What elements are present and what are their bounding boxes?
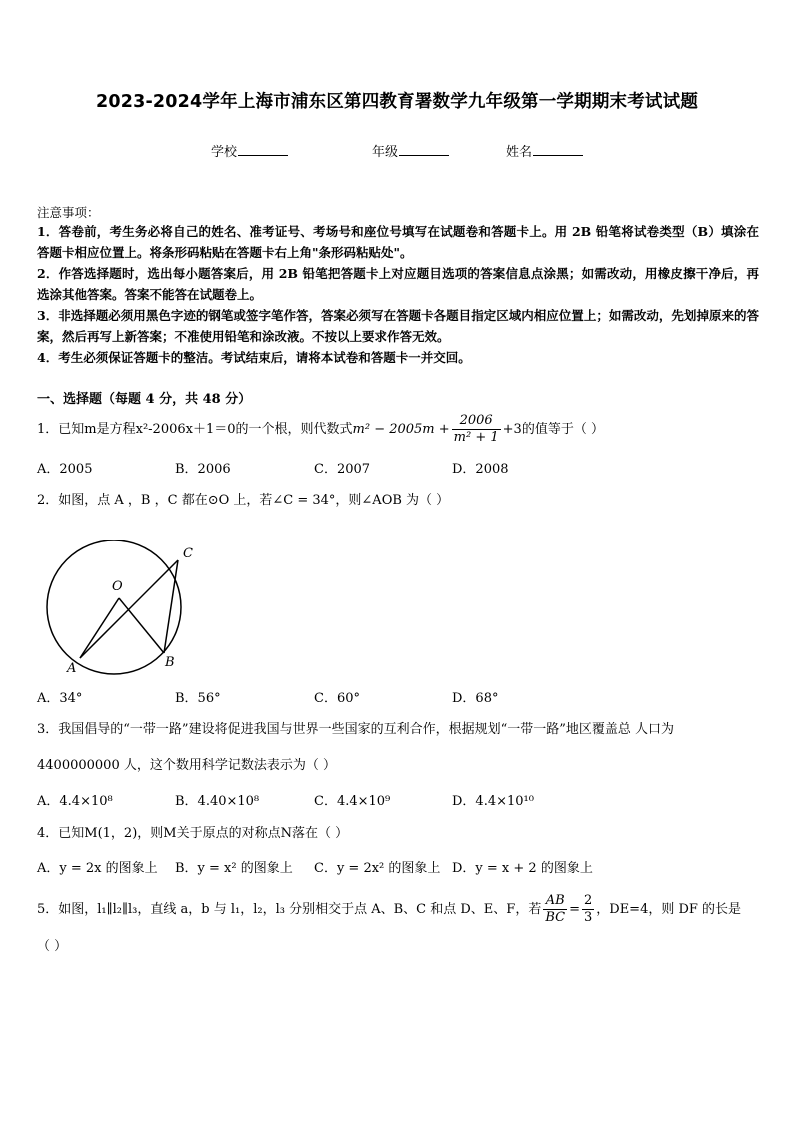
q4-options xyxy=(37,857,757,877)
circle-diagram xyxy=(40,540,200,675)
name-field xyxy=(506,141,583,160)
q1-fraction xyxy=(452,413,501,446)
q5-frac1-den: BC xyxy=(545,910,566,925)
q1-expr-a: m² − 2005m + xyxy=(352,422,450,437)
q1-options xyxy=(37,458,757,478)
label-b: B xyxy=(165,655,175,670)
question-1 xyxy=(37,413,604,446)
segment-cb xyxy=(164,560,178,653)
school-label: 学校 xyxy=(211,145,238,160)
notice-item: 2．作答选择题时，选出每小题答案后，用 2B 铅笔把答题卡上对应题目选项的答案信息点涂黑；如需改动，用橡皮擦干净后，再选涂其他答案。答案不能答在试题卷上。 xyxy=(37,266,759,302)
q5-prefix: 5．如图，l₁∥l₂∥l₃，直线 a，b 与 l₁，l₂，l₃ 分别相交于点 A、B、C 和点 D、E、F，若 xyxy=(37,902,542,917)
question-4: 4．已知M(1，2)，则M关于原点的对称点N落在（ ） xyxy=(37,826,349,841)
q1-option-b[interactable]: B．2006 xyxy=(175,462,231,477)
label-c: C xyxy=(183,546,193,561)
q1-option-a[interactable]: A．2005 xyxy=(37,462,93,477)
q1-equation: x²-2006x＋1＝0 xyxy=(135,422,236,437)
notice-list xyxy=(37,221,759,368)
q3-option-d[interactable]: D．4.4×10¹⁰ xyxy=(452,794,534,809)
q5-fraction-2-3 xyxy=(582,893,594,926)
q5-frac2-num: 2 xyxy=(583,893,593,908)
notice-heading: 注意事项： xyxy=(37,205,100,220)
question-5 xyxy=(37,893,741,926)
name-blank xyxy=(533,143,583,156)
segment-ac xyxy=(80,560,178,658)
q5-suffix: ，DE=4，则 DF 的长是 xyxy=(596,902,742,917)
q4-option-b[interactable]: B．y = x² 的图象上 xyxy=(175,861,293,876)
q1-frac-den: m² + 1 xyxy=(453,430,499,445)
notice-item: 3．非选择题必须用黑色字迹的钢笔或签字笔作答，答案必须写在答题卡各题目指定区域内相应位置上；如需改动，先划掉原来的答案，然后再写上新答案；不准使用铅笔和涂改液。不按以上要求作答无效。 xyxy=(37,308,759,344)
q1-middle: 的一个根，则代数式 xyxy=(235,422,353,437)
question-3-line-1: 3．我国倡导的“一带一路”建设将促进我国与世界一些国家的互利合作，根据规划“一带一路”地区覆盖总 人口为 xyxy=(37,722,674,737)
q4-option-d[interactable]: D．y = x + 2 的图象上 xyxy=(452,861,593,876)
grade-label: 年级 xyxy=(372,145,399,160)
q2-option-b[interactable]: B．56° xyxy=(175,691,221,706)
question-5-line-2: （ ） xyxy=(37,939,68,954)
q4-option-c[interactable]: C．y = 2x² 的图象上 xyxy=(314,861,441,876)
q1-prefix: 1．已知m是方程 xyxy=(37,422,136,437)
q1-expr-b: +3 xyxy=(502,422,522,437)
school-blank xyxy=(238,143,288,156)
label-a: A xyxy=(67,661,77,675)
grade-field xyxy=(372,141,449,160)
notice-item: 4．考生必须保证答题卡的整洁。考试结束后，请将本试卷和答题卡一并交回。 xyxy=(37,350,471,365)
grade-blank xyxy=(399,143,449,156)
page-title: 2023-2024学年上海市浦东区第四教育署数学九年级第一学期期末考试试题 xyxy=(95,92,699,112)
q2-options xyxy=(37,687,757,707)
notice-item: 1．答卷前，考生务必将自己的姓名、准考证号、考场号和座位号填写在试题卷和答题卡上。用 2B 铅笔将试卷类型（B）填涂在答题卡相应位置上。将条形码粘贴在答题卡右上角"条形码粘贴处"。 xyxy=(37,224,759,260)
segment-ao xyxy=(80,598,119,658)
q5-frac1-num: AB xyxy=(543,893,567,910)
school-field xyxy=(211,141,288,160)
question-2: 2．如图，点 A ，B ，C 都在⊙O 上，若∠C = 34°，则∠AOB 为（ ） xyxy=(37,493,450,508)
q3-option-a[interactable]: A．4.4×10⁸ xyxy=(37,794,113,809)
section-title: 一、选择题（每题 4 分，共 48 分） xyxy=(37,392,252,407)
student-info-row xyxy=(0,141,794,161)
q1-suffix: 的值等于（ ） xyxy=(521,422,604,437)
q2-option-c[interactable]: C．60° xyxy=(314,691,360,706)
q5-frac2-den: 3 xyxy=(583,910,593,925)
q2-option-a[interactable]: A．34° xyxy=(37,691,83,706)
q3-options xyxy=(37,790,757,810)
q5-equals: = xyxy=(569,902,580,917)
q5-fraction-ab-bc xyxy=(543,893,567,926)
q3-option-b[interactable]: B．4.40×10⁸ xyxy=(175,794,260,809)
q1-option-c[interactable]: C．2007 xyxy=(314,462,371,477)
q4-option-a[interactable]: A．y = 2x 的图象上 xyxy=(37,861,158,876)
q2-option-d[interactable]: D．68° xyxy=(452,691,499,706)
q1-frac-num: 2006 xyxy=(452,413,501,430)
q1-option-d[interactable]: D．2008 xyxy=(452,462,509,477)
segment-ob xyxy=(119,598,164,653)
name-label: 姓名 xyxy=(506,145,533,160)
q3-option-c[interactable]: C．4.4×10⁹ xyxy=(314,794,391,809)
label-o: O xyxy=(112,579,123,594)
question-3-line-2: 4400000000 人，这个数用科学记数法表示为（ ） xyxy=(37,758,336,773)
